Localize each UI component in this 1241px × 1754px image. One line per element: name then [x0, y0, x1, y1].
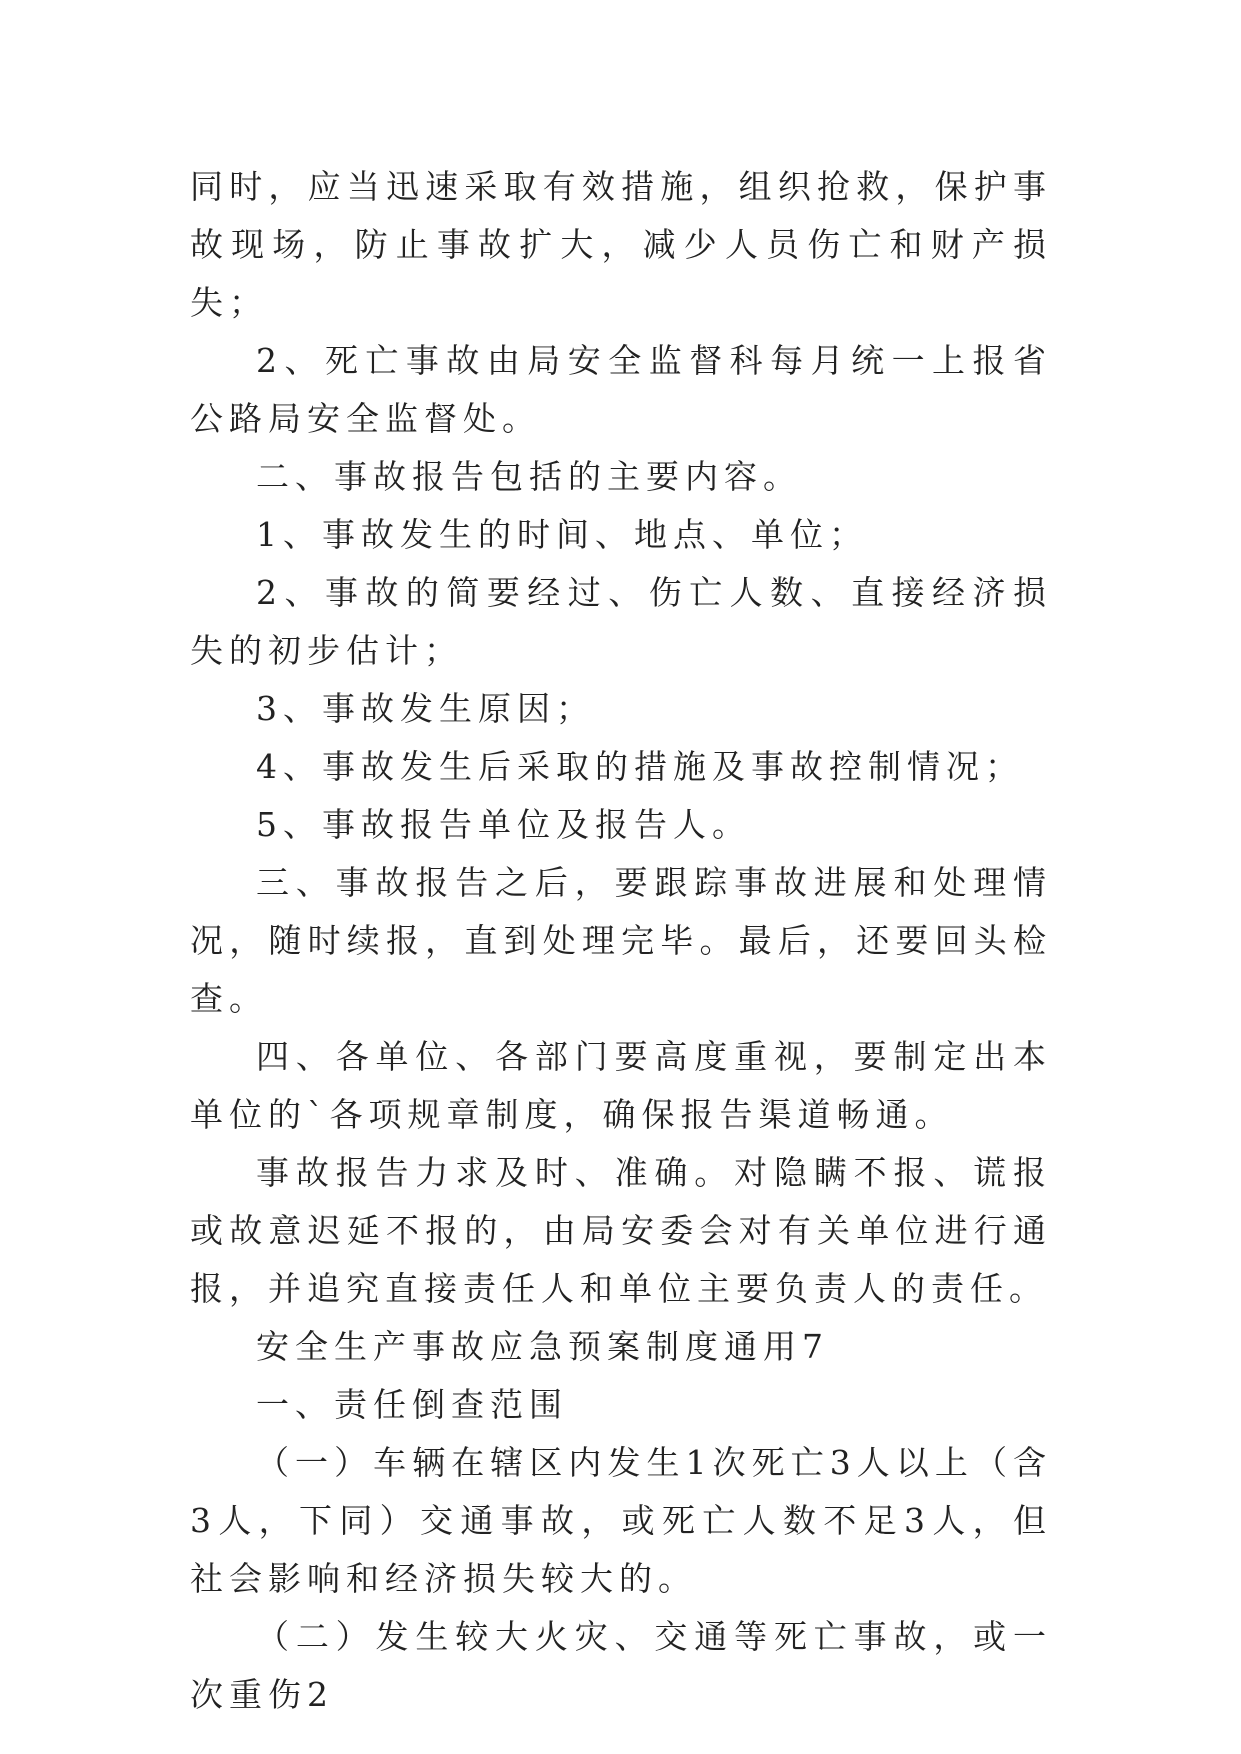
document-body — [190, 158, 1052, 1724]
list-item: 5、事故报告单位及报告人。 — [256, 805, 751, 844]
document-subtitle: 安全生产事故应急预案制度通用7 — [256, 1327, 829, 1366]
list-item: 4、事故发生后采取的措施及事故控制情况； — [256, 747, 1024, 786]
list-item: （二）发生较大火灾、交通等死亡事故，或一次重伤2 — [190, 1617, 1052, 1714]
list-item: 2、事故的简要经过、伤亡人数、直接经济损失的初步估计； — [190, 573, 1052, 670]
list-item: （一）车辆在辖区内发生1次死亡3人以上（含3人，下同）交通事故，或死亡人数不足3人，但社会影响和经济损失较大的。 — [190, 1443, 1052, 1598]
list-item: 1、事故发生的时间、地点、单位； — [256, 515, 868, 554]
section-heading: 三、事故报告之后，要跟踪事故进展和处理情况，随时续报，直到处理完毕。最后，还要回头检查。 — [190, 863, 1052, 1018]
paragraph: 同时，应当迅速采取有效措施，组织抢救，保护事故现场，防止事故扩大，减少人员伤亡和财产损失； — [190, 167, 1052, 322]
paragraph: 事故报告力求及时、准确。对隐瞒不报、谎报或故意迟延不报的，由局安委会对有关单位进行通报，并追究直接责任人和单位主要负责人的责任。 — [190, 1153, 1052, 1308]
section-heading: 四、各单位、各部门要高度重视，要制定出本单位的`各项规章制度，确保报告渠道畅通。 — [190, 1037, 1052, 1134]
section-heading: 二、事故报告包括的主要内容。 — [256, 457, 802, 496]
paragraph: 2、死亡事故由局安全监督科每月统一上报省公路局安全监督处。 — [190, 341, 1052, 438]
list-item: 3、事故发生原因； — [256, 689, 595, 728]
section-heading: 一、责任倒查范围 — [256, 1385, 568, 1424]
